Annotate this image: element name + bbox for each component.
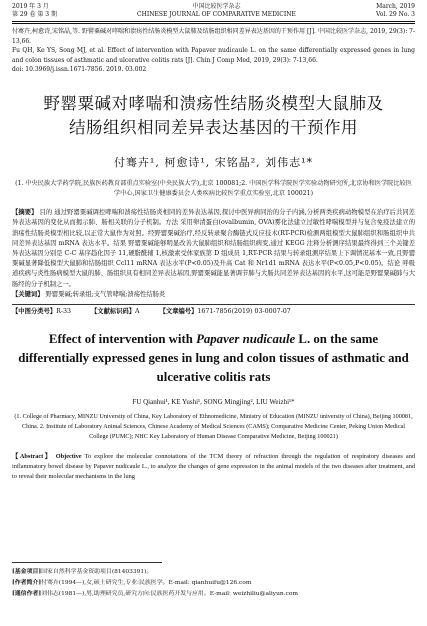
article-number [160,307,291,317]
doi-link[interactable]: doi: 10.3969/j.issn.1671-7856. 2019. 03.002 [12,66,147,74]
header-right [376,3,415,19]
footnotes [12,562,415,599]
class-number [12,307,71,317]
corresponding-label: [通信作者] [12,589,42,597]
header-volume-cn: 第 29 卷 第 3 期 [12,11,57,18]
abstract-en-text: To explore the molecular connotations of the TCM theory of refraction through the regulation of respiratory diseases and inflammatory bowel disease by Papaver nudicaule L., to analyze the changes of gene expression in the animal models of the two diseases after treatment, and to reveal their molecular mechanisms in the lung [12,452,416,480]
abstract-cn [12,208,415,300]
header-date-en: March, 2019 [376,3,415,10]
running-header [12,0,415,19]
title-en-post: L. on the same differentially expressed genes in lung and colon tissues of asthmatic and ulcerative colitis rats [18,331,409,384]
header-center [57,3,376,19]
first-author-text: 付骞卉(1994—),女,硕士研究生,专业:民族医学。E-mail: qianhuifu@126.com [41,579,252,586]
classification-row [12,307,415,317]
authors-cn: 付骞卉¹, 柯愈诗¹, 宋铭晶², 刘伟志¹* [113,155,314,169]
footnote-corresponding [12,589,415,600]
header-rule [12,21,415,22]
abstract-cn-text: 目的 通过野罂粟碱调控哮喘和溃疡性结肠炎相同的差异表达基因,探讨中医异病同治的分子内涵,分析两类疾病动物模型在治疗后共同差异表达基因的变化从而揭示肺、肠相关联的分子机制。方法 采用卵清蛋白(ovalbumin, OVA)雾化法建立过敏性哮喘模型并与复合免疫法建立的溃疡性结肠炎模型相比较,以正常大鼠作为对照。经野罂粟碱治疗,经反转录聚合酶链式反应技术(RT-PCR)检测两组模型大鼠肺组织和肠组织中共同差异表达基因 mRNA 表达水平。结果 野罂粟碱能够明显改善大鼠肺组织和结肠组织病变,通过 KEGG 注释分析测序结果最终得到三个关键差异表达基因分别是 C-C 基序趋化因子 11,硬脂酰辅 1,核激素受体家族第 D 组成员 1,RT-PCR 结果与转录组测序结果上下调情况基本一致,且野罂粟碱显著降低模型大鼠肺和结肠组织 Ccl11 mRNA 表达水平(P<0.05)及升高 Cat 和 Nr1d1 mRNA 表达水平(P<0.05,P<0.05)。结论 呼吸道疾病与炎性肠病模型大鼠的肺、肠组织具有相同差异表达基因,野罂粟碱能显著调节肺与大肠共同差异表达基因的水平,这可能是野罂粟碱肺与大肠经的分子机制之一。 [12,209,415,288]
class-number-label: 【中图分类号】 [12,307,57,315]
header-rule-thin [12,23,415,24]
affiliation-cn: (1. 中央民族大学药学院,民族医药教育部重点实验室(中央民族大学),北京 100081;2. 中国医学科学院医学实验动物研究所,北京协和医学院比较医学中心,国家卫生健康委员会人类疾病比较医学重点实验室,北京 100021) [15,179,412,197]
objective-label: Objective [55,452,82,460]
article-number-value: 1671-7856(2019) 03-0007-07 [197,307,291,315]
first-author-label: [作者简介] [12,578,42,586]
document-code [91,307,140,317]
header-left [12,3,57,19]
header-date-cn: 2019 年 3 月 [12,3,49,10]
abstract-en [12,452,415,483]
title-en-pre: Effect of intervention with [48,331,197,346]
authors-en: FU Qianhui¹, KE Yushi¹, SONG Mingjing², LIU Weizhi¹* [132,397,295,406]
fund-text: 国家自然科学基金资助项目(81403391)。 [41,569,153,575]
document-code-label: 【文献标识码】 [90,307,136,315]
article-title-en [12,330,415,387]
document-code-value: A [135,307,140,315]
title-cn-line-1: 野罂粟碱对哮喘和溃疡性结肠炎模型大鼠肺及 [43,93,384,113]
affiliation-en: (1. College of Pharmacy, MINZU University of China, Key Laboratory of Ethnomedicine, Ministry of Education (MINZU university of China), Beijing 100081, China. 2. Institute of Laboratory Animal Sciences, Chinese Academy of Medical Sciences (CAMS); Comparative Medicine Center, Peking Union Medical College (PUMC); NHC Key Laboratory of Human Disease Comparative Medicine, Beijing 100021) [14,412,413,441]
fund-label: [基金项目] [12,568,42,575]
journal-name-en: CHINESE JOURNAL OF COMPARATIVE MEDICINE [137,11,296,18]
footnote-fund [12,567,415,578]
journal-name-cn: 中国比较医学杂志 [192,3,241,10]
title-cn-line-2: 结肠组织相同差异表达基因的干预作用 [69,117,358,137]
article-title-cn [12,92,415,140]
corresponding-text: 刘伟志(1981—),男,助理研究员,研究方向:民族医药开发与应用。E-mail: weizhiliu@aliyun.com [41,590,298,597]
citation-block [12,27,415,75]
footnote-rule [12,562,162,563]
article-number-label: 【文章编号】 [159,307,198,315]
title-en-species: Papaver nudicaule [196,331,296,346]
keywords-cn-label: 【关键词】 [12,290,44,298]
footnote-first-author [12,578,415,589]
citation-cn: 付骞卉,柯愈诗,宋铭晶,等. 野罂粟碱对哮喘和溃疡性结肠炎模型大鼠肺及结肠组织相同差异表达基因的干预作用 [J]. 中国比较医学杂志, 2019, 29(3): 7-13,66. [12,28,415,45]
classification-rule [12,304,415,305]
keywords-cn [12,290,415,300]
class-number-value: R-33 [56,307,71,315]
citation-en: Fu QH, Ke YS, Song MJ, et al. Effect of intervention with Papaver nudicaule L. on the same differentially expressed genes in lung and colon tissues of asthmatic and ulcerative colitis rats [J]. Chin J Comp Med, 2019, 29(3): 7-13,66. [12,47,415,64]
header-volume-en: Vol. 29 No. 3 [375,11,415,18]
abstract-en-label: 【Abstract】 [12,452,53,460]
abstract-cn-label: 【摘要】 [12,209,38,217]
keywords-cn-text: 野罂粟碱;转录组;支气管哮喘;溃疡性结肠炎 [45,290,166,298]
